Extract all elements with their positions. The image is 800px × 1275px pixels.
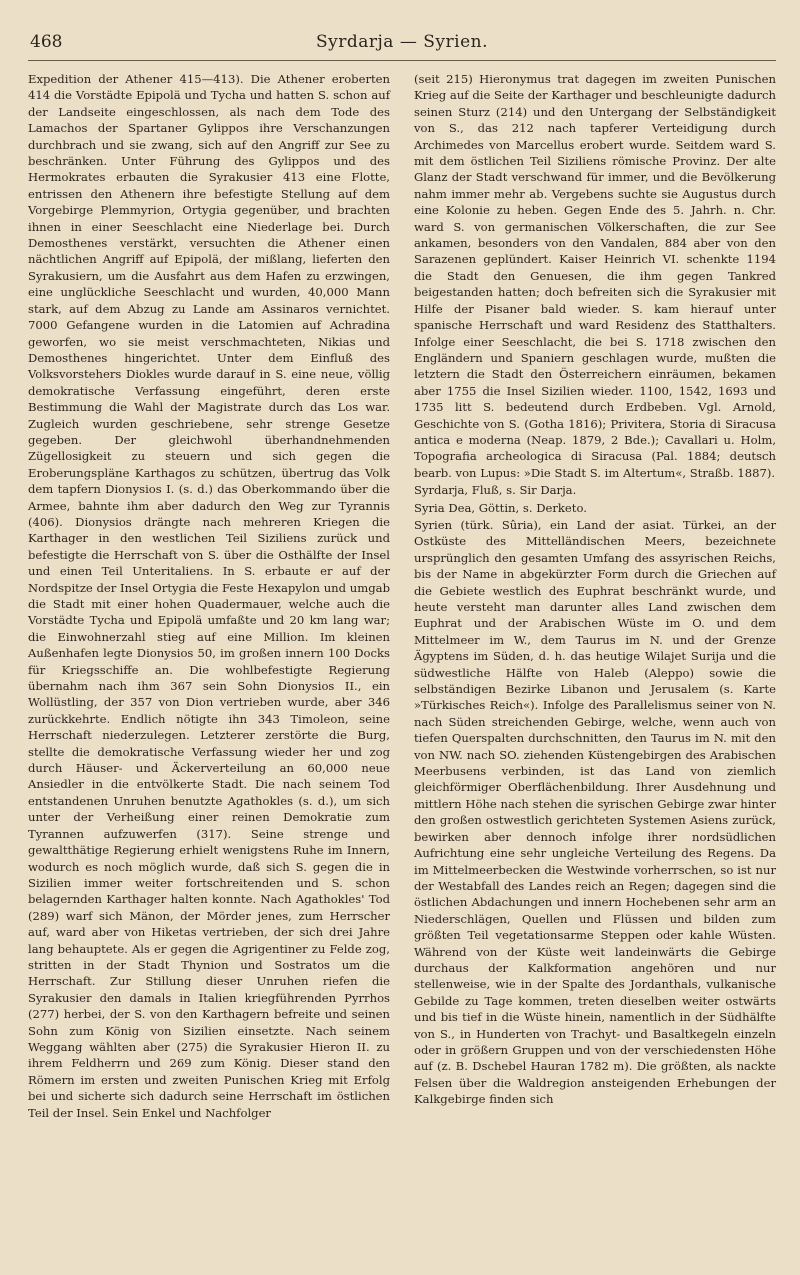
page-header [28, 30, 776, 61]
page-number: 468 [30, 32, 63, 52]
running-head: Syrdarja — Syrien. [316, 32, 488, 52]
entry-syria-dea: Syria Dea, Göttin, s. Derketo. [414, 500, 587, 515]
paragraph: Expedition der Athener 415—413). Die Athener eroberten 414 die Vorstädte Epipolä und Tycha und hatten S. schon auf der Landseite eingeschlossen, als nach dem Tode des Lamachos der Spartaner Gylippos ihre Verschanzungen durchbrach und sie zwang, sich auf den Angriff zur See zu beschränken. Unter Führung des Gylippos und des Hermokrates erbauten die Syrakusier 413 eine Flotte, entrissen den Athenern ihre befestigte Stellung auf dem Vorgebirge Plemmyrion, Ortygia gegenüber, und brachten ihnen in einer Seeschlacht eine Niederlage bei. Durch Demosthenes verstärkt, versuchten die Athener einen nächtlichen Angriff auf Epipolä, der mißlang, lieferten den Syrakusiern, um die Ausfahrt aus dem Hafen zu erzwingen, eine unglückliche Seeschlacht und wurden, 40,000 Mann stark, auf dem Abzug zu Lande am Assinaros vernichtet. 7000 Gefangene wurden in die Latomien auf Achradina geworfen, wo sie meist verschmachteten, Nikias und Demosthenes hingerichtet. Unter dem Einfluß des Volksvorstehers Diokles wurde darauf in S. eine neue, völlig demokratische Verfassung eingeführt, deren erste Bestimmung die Wahl der Magistrate durch das Los war. Zugleich wurden geschriebene, sehr strenge Gesetze gegeben. Der gleichwohl überhandnehmenden Zügellosigkeit zu steuern und sich gegen die Eroberungspläne Karthagos zu schützen, übertrug das Volk dem tapfern Dionysios I. (s. d.) das Oberkommando über die Armee, bahnte ihm aber dadurch den Weg zur Tyrannis (406). Dionysios drängte nach mehreren Kriegen die Karthager in den westlichen Teil Siziliens zurück und befestigte die Herrschaft von S. über die Osthälfte der Insel und einen Teil Unteritaliens. In S. erbaute er auf der Nordspitze der Insel Ortygia die Feste Hexapylon und umgab die Stadt mit einer hohen Quadermauer, welche auch die Vorstädte Tycha und Epipolä umfaßte und 20 km lang war; die Einwohnerzahl stieg auf eine Million. Im kleinen Außenhafen legte Dionysios 50, im großen innern 100 Docks für Kriegsschiffe an. Die wohlbefestigte Regierung übernahm nach ihm 367 sein Sohn Dionysios II., ein Wollüstling, der 357 von Dion vertrieben wurde, aber 346 zurückkehrte. Endlich nötigte ihn 343 Timoleon, seine Herrschaft niederzulegen. Letzterer zerstörte die Burg, stellte die demokratische Verfassung wieder her und zog durch Häuser- und Äckerverteilung an 60,000 neue Ansiedler in die entvölkerte Stadt. Die nach seinem Tod entstandenen Unruhen benutzte Agathokles (s. d.), um sich unter der Verheißung einer reinen Demokratie zum Tyrannen aufzuwerfen (317). Seine strenge und gewaltthätige Regierung erhielt wenigstens Ruhe im Innern, wodurch es noch möglich wurde, daß sich S. gegen die in Sizilien immer weiter fortschreitenden und S. schon belagernden Karthager halten konnte. Nach Agathokles' Tod (289) warf sich Mänon, der Mörder jenes, zum Herrscher auf, ward aber von Hiketas vertrieben, der sich drei Jahre lang behauptete. Als er gegen die Agrigentiner zu Felde zog, stritten in der Stadt Thynion und Sostratos um die Herrschaft. Zur Stillung dieser Unruhen riefen die Syrakusier den damals in Italien kriegführenden Pyrrhos (277) herbei, der S. von den Karthagern befreite und seinen Sohn zum König von Sizilien einsetzte. Nach seinem Weggang wählten aber (275) die Syrakusier Hieron II. zu ihrem Feldherrn und 269 zum König. Dieser stand den Römern im ersten und zweiten Punischen Krieg mit Erfolg bei und sicherte sich dadurch seine Herrschaft im östlichen Teil der Insel. Sein Enkel und Nachfolger [28, 72, 390, 1120]
paragraph: (seit 215) Hieronymus trat dagegen im zweiten Punischen Krieg auf die Seite der Karthager und beschleunigte dadurch seinen Sturz (214) und den Untergang der Selbständigkeit von S., das 212 nach tapferer Verteidigung durch Archimedes von Marcellus erobert wurde. Seitdem ward S. mit dem östlichen Teil Siziliens römische Provinz. Der alte Glanz der Stadt verschwand für immer, und die Bevölkerung nahm immer mehr ab. Vergebens suchte sie Augustus durch eine Kolonie zu heben. Gegen Ende des 5. Jahrh. n. Chr. ward S. von germanischen Völkerschaften, die zur See ankamen, besonders von den Vandalen, 884 aber von den Sarazenen geplündert. Kaiser Heinrich VI. schenkte 1194 die Stadt den Genuesen, die ihm gegen Tankred beigestanden hatten; doch befreiten sich die Syrakusier mit Hilfe der Pisaner bald wieder. S. kam hierauf unter spanische Herrschaft und ward Residenz des Statthalters. Infolge einer Seeschlacht, die bei S. 1718 zwischen den Engländern und Spaniern geschlagen wurde, mußten die letztern die Stadt den Österreichern einräumen, bekamen aber 1755 die Insel Sizilien wieder. 1100, 1542, 1693 und 1735 litt S. bedeutend durch Erdbeben. Vgl. Arnold, Geschichte von S. (Gotha 1816); Privitera, Storia di Siracusa antica e moderna (Neap. 1879, 2 Bde.); Cavallari u. Holm, Topografia archeologica di Siracusa (Pal. 1884; deutsch bearb. von Lupus: »Die Stadt S. im Altertum«, Straßb. 1887). [414, 72, 776, 480]
entry-syrien: Syrien (türk. Sûria), ein Land der asiat. Türkei, an der Ostküste des Mittelländischen Meers, bezeichnete ursprünglich den gesamten Umfang des assyrischen Reichs, bis der Name in abgekürzter Form durch die Griechen auf die Gebiete westlich des Euphrat beschränkt wurde, und heute versteht man darunter alles Land zwischen dem Euphrat und der Arabischen Wüste im O. und dem Mittelmeer im W., dem Taurus im N. und der Grenze Ägyptens im Süden, d. h. das heutige Wilajet Surija und die südwestliche Hälfte von Haleb (Aleppo) sowie die selbständigen Bezirke Libanon und Jerusalem (s. Karte »Türkisches Reich«). Infolge des Parallelismus seiner von N. nach Süden streichenden Gebirge, welche, wenn auch von tiefen Querspalten durchschnitten, den Taurus im N. mit den von NW. nach SO. ziehenden Küstengebirgen des Arabischen Meerbusens verbinden, ist das Land von ziemlich gleichförmiger Oberflächenbildung. Ihrer Ausdehnung und mittlern Höhe nach stehen die syrischen Gebirge zwar hinter den großen ostwestlich gerichteten Systemen Asiens zurück, bewirken aber dennoch infolge ihrer nordsüdlichen Aufrichtung eine sehr ungleiche Verteilung des Regens. Da im Mittelmeerbecken die Westwinde vorherrschen, so ist nur der Westabfall des Landes reich an Regen; dagegen sind die östlichen Abdachungen und innern Hochebenen sehr arm an Niederschlägen, Quellen und Flüssen und bilden zum größten Teil vegetationsarme Steppen oder kahle Wüsten. Während von der Küste weit landeinwärts die Gebirge durchaus der Kalkformation angehören und nur stellenweise, wie in der Spalte des Jordanthals, vulkanische Gebilde zu Tage kommen, treten dieselben weiter ostwärts und bis tief in die Wüste hinein, namentlich in der Südhälfte von S., in Hunderten von Trachyt- und Basaltkegeln einzeln oder in größern Gruppen und von der verschiedensten Höhe auf (z. B. Dschebel Hauran 1782 m). Die größten, als nackte Felsen über die Waldregion ansteigenden Erhebungen der Kalkgebirge finden sich [414, 517, 776, 1107]
column-left [28, 71, 390, 1121]
column-right [414, 71, 776, 1121]
text-columns [28, 71, 776, 1121]
entry-syrdarja: Syrdarja, Fluß, s. Sir Darja. [414, 483, 577, 498]
